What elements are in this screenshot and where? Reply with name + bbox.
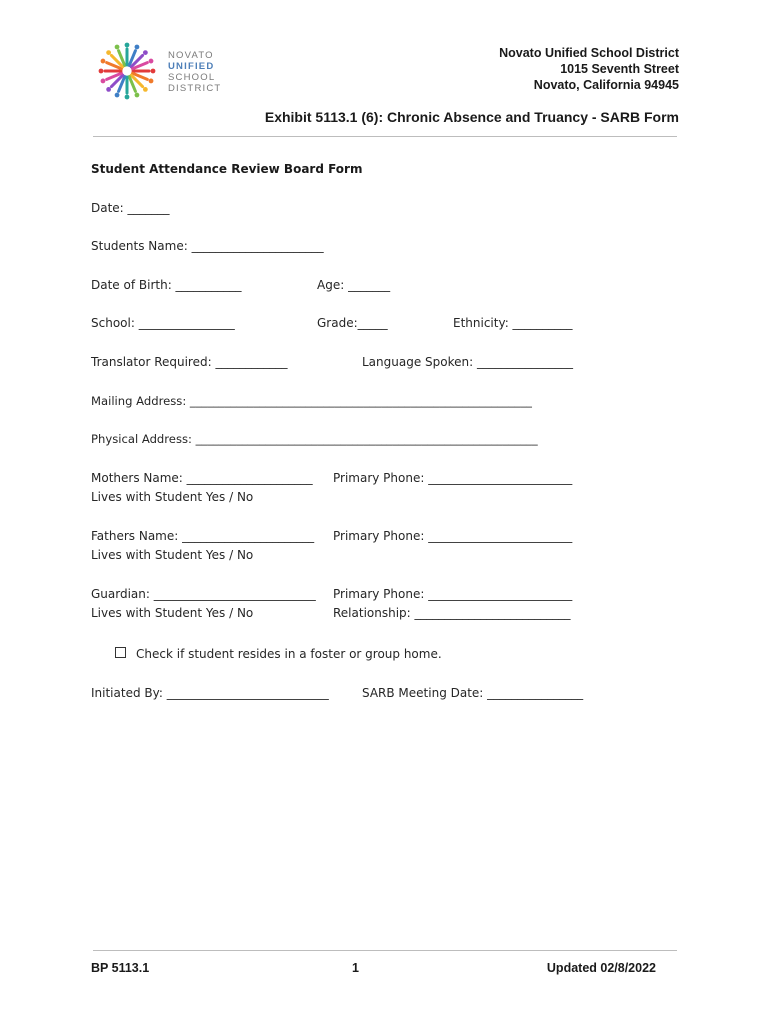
fathers-phone-field[interactable]: Primary Phone: ________________________ <box>333 529 573 543</box>
footer-updated-date: Updated 02/8/2022 <box>546 961 656 975</box>
date-of-birth-field[interactable]: Date of Birth: ___________ <box>91 278 242 292</box>
mailing-address-field[interactable]: Mailing Address: ___________________________________________________________ <box>91 394 532 408</box>
logo-ray-dot <box>106 50 111 55</box>
guardian-phone-field[interactable]: Primary Phone: ________________________ <box>333 587 573 601</box>
fathers-lives-with-student[interactable]: Lives with Student Yes / No <box>91 548 254 562</box>
foster-home-label: Check if student resides in a foster or group home. <box>136 647 442 661</box>
age-field[interactable]: Age: _______ <box>317 278 391 292</box>
exhibit-title: Exhibit 5113.1 (6): Chronic Absence and Truancy - SARB Form <box>264 109 679 125</box>
school-field[interactable]: School: ________________ <box>91 316 235 330</box>
address-line-3: Novato, California 94945 <box>533 78 679 92</box>
logo-line-unified: UNIFIED <box>168 61 215 72</box>
logo-ray-dot <box>106 87 111 92</box>
district-logo-wordmark <box>168 50 221 94</box>
guardian-lives-with-student[interactable]: Lives with Student Yes / No <box>91 606 254 620</box>
logo-ray-dot <box>125 95 130 100</box>
relationship-field[interactable]: Relationship: __________________________ <box>333 606 571 620</box>
logo-ray-dot <box>125 43 130 48</box>
logo-ray-dot <box>115 93 120 98</box>
mothers-lives-with-student[interactable]: Lives with Student Yes / No <box>91 490 254 504</box>
address-line-2: 1015 Seventh Street <box>560 62 679 76</box>
logo-ray-dot <box>101 59 106 64</box>
fathers-name-field[interactable]: Fathers Name: ______________________ <box>91 529 315 543</box>
mothers-name-field[interactable]: Mothers Name: _____________________ <box>91 471 313 485</box>
footer-divider <box>93 950 677 951</box>
ethnicity-field[interactable]: Ethnicity: __________ <box>453 316 573 330</box>
foster-home-checkbox[interactable] <box>115 647 126 658</box>
logo-line-district: DISTRICT <box>168 83 222 94</box>
mothers-phone-field[interactable]: Primary Phone: ________________________ <box>333 471 573 485</box>
language-spoken-field[interactable]: Language Spoken: ________________ <box>362 355 573 369</box>
translator-required-field[interactable]: Translator Required: ____________ <box>91 355 288 369</box>
form-title: Student Attendance Review Board Form <box>91 162 363 176</box>
logo-ray-dot <box>135 93 140 98</box>
header-divider <box>93 136 677 137</box>
logo-ray-dot <box>99 69 104 74</box>
logo-ray-dot <box>143 50 148 55</box>
students-name-field[interactable]: Students Name: ______________________ <box>91 239 324 253</box>
logo-ray-dot <box>149 59 154 64</box>
grade-field[interactable]: Grade:_____ <box>317 316 388 330</box>
logo-ray-dot <box>115 45 120 50</box>
district-address <box>499 45 679 93</box>
logo-ray-dot <box>143 87 148 92</box>
logo-line-school: SCHOOL <box>168 72 216 83</box>
date-field[interactable]: Date: _______ <box>91 201 170 215</box>
initiated-by-field[interactable]: Initiated By: ___________________________ <box>91 686 329 700</box>
address-line-1: Novato Unified School District <box>499 46 679 60</box>
logo-ray-dot <box>101 79 106 84</box>
logo-line-novato: NOVATO <box>168 50 214 61</box>
logo-ray-dot <box>151 69 156 74</box>
footer-policy-number: BP 5113.1 <box>91 961 150 975</box>
logo-ray-dot <box>135 45 140 50</box>
sarb-meeting-date-field[interactable]: SARB Meeting Date: ________________ <box>362 686 584 700</box>
physical-address-field[interactable]: Physical Address: ___________________________________________________________ <box>91 432 538 446</box>
footer-page-number: 1 <box>352 961 359 975</box>
guardian-field[interactable]: Guardian: ___________________________ <box>91 587 316 601</box>
logo-ray-dot <box>149 79 154 84</box>
